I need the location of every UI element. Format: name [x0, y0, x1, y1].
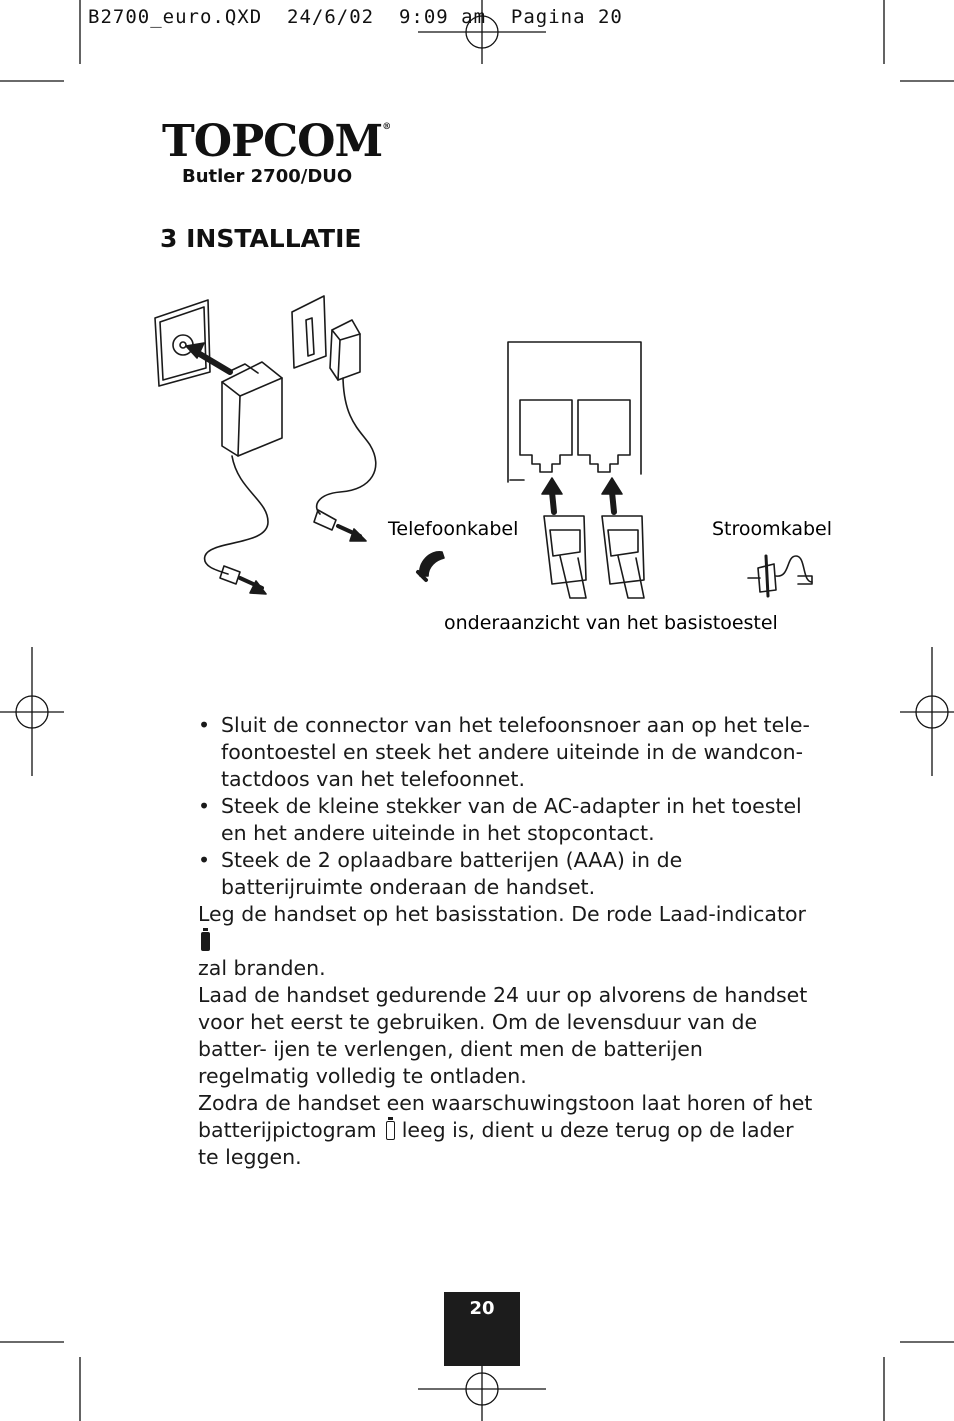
- paragraph-charging: Laad de handset gedurende 24 uur op alvorens de handset voor het eerst te gebruiken. Om de levensduur van de batter- ijen te verlengen, dient men de batterijen regelmatig volledig te ontladen.: [198, 983, 808, 1088]
- topcom-logo: TOPCOM®: [162, 116, 391, 167]
- logo-text: TOPCOM: [162, 116, 383, 167]
- figure-caption: onderaanzicht van het basistoestel: [444, 612, 778, 634]
- para1-text: Leg de handset op het basisstation. De rode Laad-indicator: [198, 902, 806, 926]
- phone-plug-left: [544, 516, 586, 598]
- instruction-item: • Steek de kleine stekker van de AC-adapter in het toestel en het andere uiteinde in het stopcontact.: [198, 793, 818, 847]
- installation-illustration: [0, 0, 954, 680]
- phone-wall-jack: [292, 296, 360, 380]
- instructions: [198, 712, 818, 1171]
- paragraph-charge-indicator: [198, 901, 818, 982]
- section-heading: 3 INSTALLATIE: [160, 224, 362, 253]
- instruction-item: • Sluit de connector van het telefoonsnoer aan op het tele- foontoestel en steek het andere uiteinde in de wandcon- tactdoos van het telefoonnet.: [198, 712, 818, 793]
- battery-full-icon: [201, 932, 210, 951]
- para3-text: Zodra de handset een waarschuwingstoon laat horen of het batterijpictogram: [198, 1091, 813, 1142]
- instruction-item: • Steek de 2 oplaadbare batterijen (AAA) in de batterijruimte onderaan de handset.: [198, 847, 818, 901]
- paragraph-battery-warning: [198, 1090, 818, 1171]
- handset-icon: [418, 552, 444, 580]
- power-plug-icon: [748, 556, 812, 596]
- label-telefoonkabel: Telefoonkabel: [388, 518, 519, 540]
- instruction-list: [198, 712, 818, 901]
- para1-text-end: zal branden.: [198, 956, 326, 980]
- ac-adapter: [222, 362, 282, 456]
- battery-empty-icon: [386, 1121, 395, 1140]
- label-stroomkabel: Stroomkabel: [712, 518, 833, 540]
- model-name: Butler 2700/DUO: [182, 166, 353, 187]
- base-unit-bottom: [508, 342, 641, 482]
- para3-text-end: leeg is, dient u deze terug op de lader te leggen.: [198, 1118, 794, 1169]
- page-number: 20: [469, 1298, 495, 1319]
- file-slug: B2700_euro.QXD 24/6/02 9:09 am Pagina 20: [88, 6, 623, 28]
- power-plug-right: [602, 516, 644, 598]
